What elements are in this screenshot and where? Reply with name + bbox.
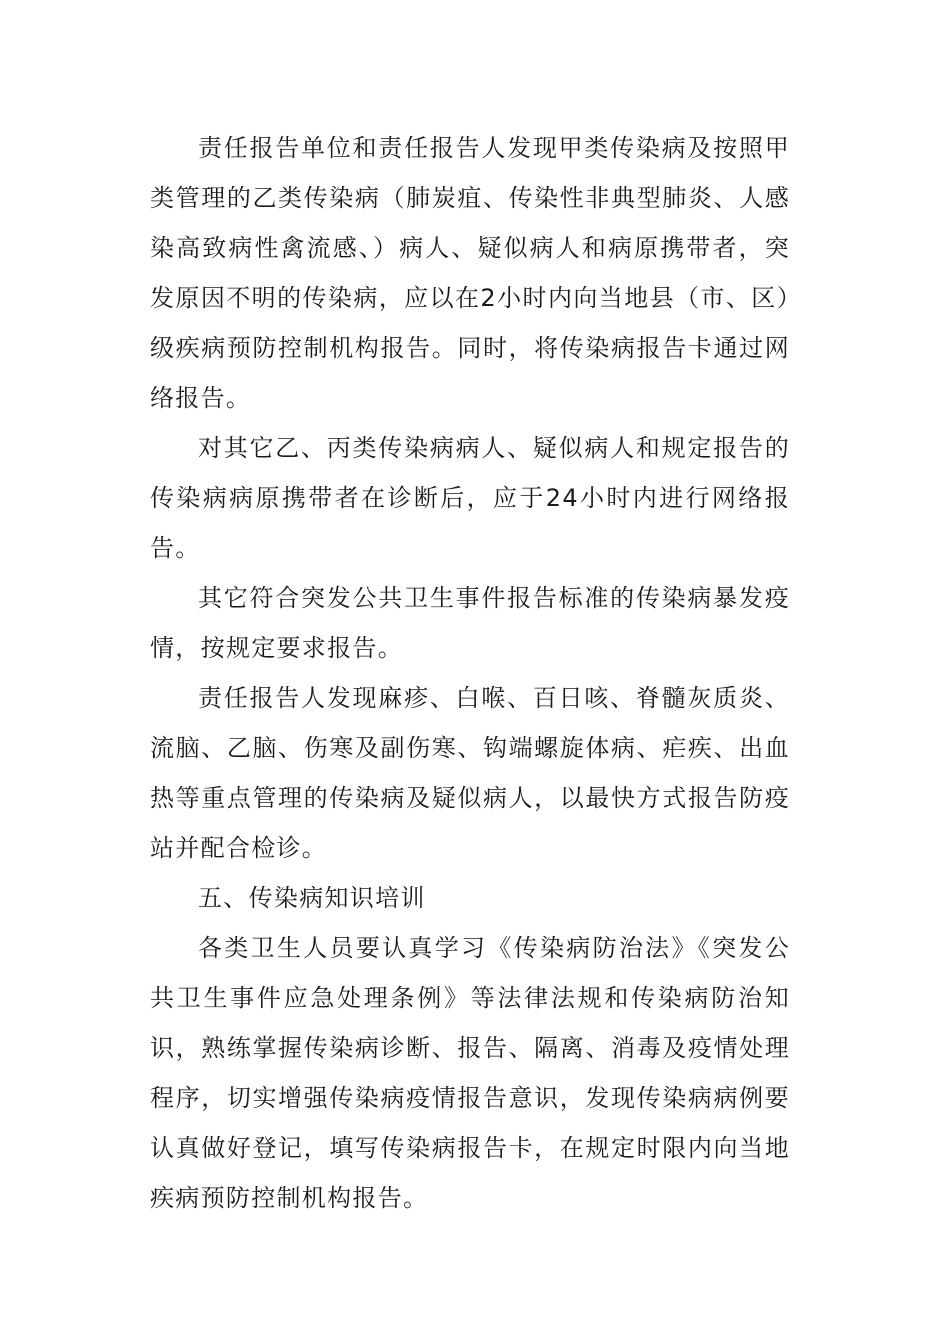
paragraph-training: 各类卫生人员要认真学习《传染病防治法》《突发公共卫生事件应急处理条例》等法律法规和传染病防治知识，熟练掌握传染病诊断、报告、隔离、消毒及疫情处理程序，切实增强传染病疫情报告意识，发现传染病病例要认真做好登记，填写传染病报告卡，在规定时限内向当地疾病预防控制机构报告。 — [150, 934, 790, 1212]
paragraph-reporting-class-b-c: 对其它乙、丙类传染病病人、疑似病人和规定报告的传染病病原携带者在诊断后，应于24小时内进行网络报告。 — [150, 434, 790, 562]
document-body — [150, 123, 790, 1223]
paragraph-reporting-class-a: 责任报告单位和责任报告人发现甲类传染病及按照甲类管理的乙类传染病（肺炭疽、传染性非典型肺炎、人感染高致病性禽流感、）病人、疑似病人和病原携带者，突发原因不明的传染病，应以在2小时内向当地县（市、区）级疾病预防控制机构报告。同时，将传染病报告卡通过网络报告。 — [150, 134, 790, 412]
paragraph-key-diseases: 责任报告人发现麻疹、白喉、百日咳、脊髓灰质炎、流脑、乙脑、伤寒及副伤寒、钩端螺旋体病、疟疾、出血热等重点管理的传染病及疑似病人，以最快方式报告防疫站并配合检诊。 — [150, 684, 790, 862]
paragraph-outbreak-reporting: 其它符合突发公共卫生事件报告标准的传染病暴发疫情，按规定要求报告。 — [150, 584, 790, 662]
section-heading-training: 五、传染病知识培训 — [198, 884, 426, 912]
